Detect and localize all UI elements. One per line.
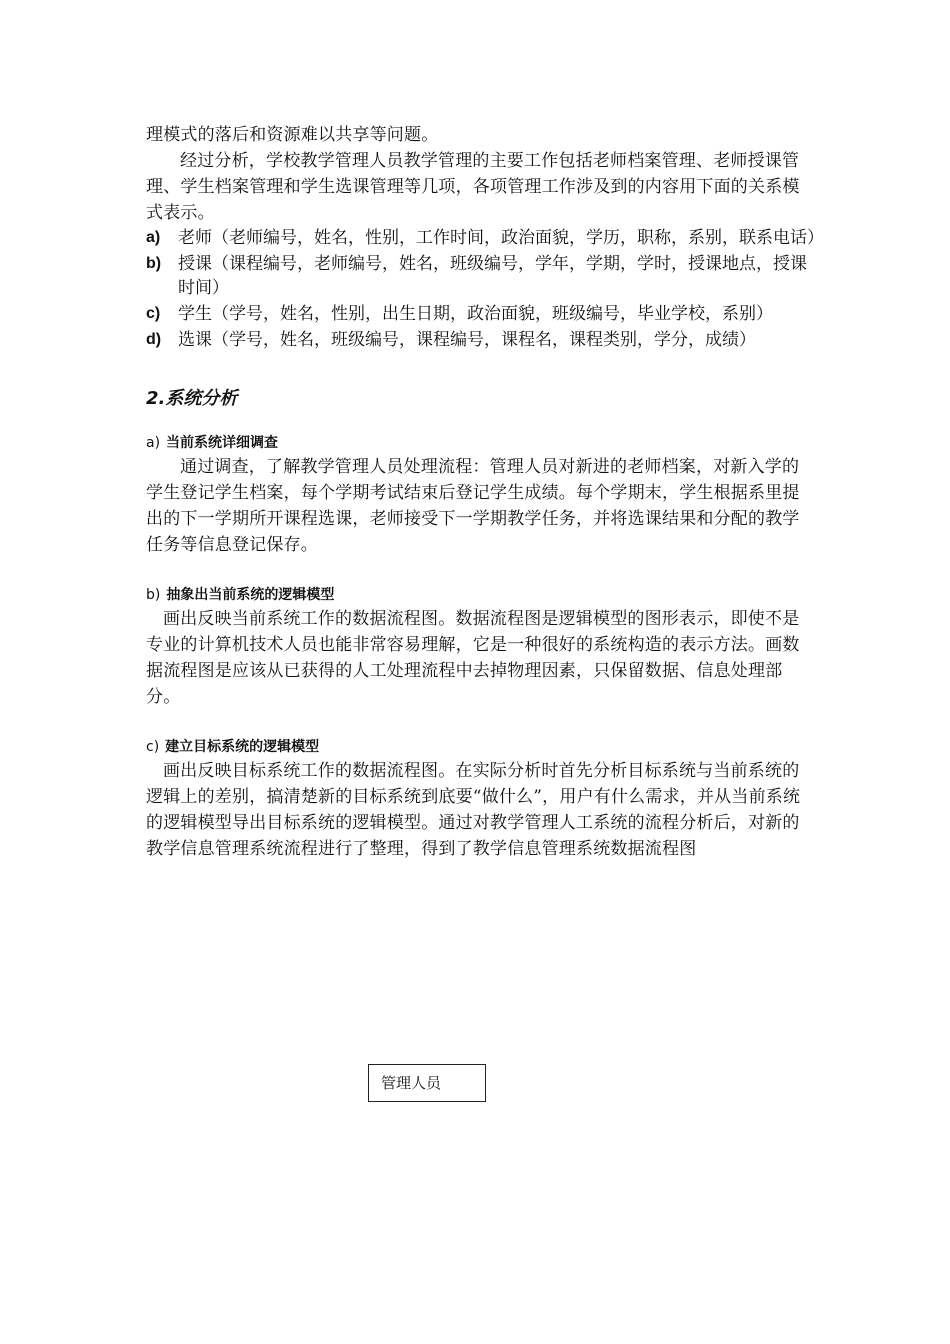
subsection-marker: c) — [146, 739, 160, 755]
relation-list — [146, 226, 826, 352]
list-marker: a) — [146, 229, 161, 246]
relation-text: 选课（学号，姓名，班级编号，课程编号，课程名，课程类别，学分，成绩） — [178, 330, 756, 350]
subsection-heading-b — [146, 584, 826, 606]
list-marker: d) — [146, 331, 162, 348]
section-title: 2.系统分析 — [146, 388, 238, 409]
subsection-body-b: 画出反映当前系统工作的数据流程图。数据流程图是逻辑模型的图形表示，即使不是专业的计算机技术人员也能非常容易理解，它是一种很好的系统构造的表示方法。画数据流程图是应该从已获得的人工处理流程中去掉物理因素，只保留数据、信息处理部分。 — [146, 609, 800, 707]
subsection-marker: b) — [146, 587, 161, 603]
dfd-entity-manager: 管理人员 — [368, 1064, 486, 1102]
relation-item-teacher — [146, 226, 826, 250]
subsection-heading-a — [146, 432, 826, 454]
intro-line: 理模式的落后和资源难以共享等问题。 — [146, 125, 439, 145]
subsection-heading-c — [146, 736, 826, 758]
relation-item-student — [146, 302, 826, 326]
subsection-body-a: 通过调查，了解教学管理人员处理流程：管理人员对新进的老师档案，对新入学的学生登记学生档案，每个学期考试结束后登记学生成绩。每个学期末，学生根据系里提出的下一学期所开课程选课，老师接受下一学期教学任务，并将选课结果和分配的教学任务等信息登记保存。 — [146, 457, 800, 555]
subsection-marker: a) — [146, 435, 161, 451]
relation-text: 老师（老师编号，姓名，性别，工作时间，政治面貌，学历，职称，系别，联系电话） — [178, 228, 824, 248]
subsection-title: 当前系统详细调查 — [166, 435, 279, 451]
relation-text: 授课（课程编号，老师编号，姓名，班级编号，学年，学期，学时，授课地点，授课时间） — [178, 254, 807, 298]
subsection-title: 抽象出当前系统的逻辑模型 — [166, 587, 335, 603]
subsection-body-c: 画出反映目标系统工作的数据流程图。在实际分析时首先分析目标系统与当前系统的逻辑上的差别，搞清楚新的目标系统到底要“做什么”，用户有什么需求，并从当前系统的逻辑模型导出目标系统的逻辑模型。通过对教学管理人工系统的流程分析后，对新的教学信息管理系统流程进行了整理，得到了教学信息管理系统数据流程图 — [146, 761, 801, 859]
subsection-title: 建立目标系统的逻辑模型 — [165, 739, 320, 755]
list-marker: b) — [146, 255, 162, 272]
document-page — [146, 122, 826, 862]
relation-item-course-selection — [146, 328, 826, 352]
intro-paragraph: 经过分析，学校教学管理人员教学管理的主要工作包括老师档案管理、老师授课管理、学生档案管理和学生选课管理等几项，各项管理工作涉及到的内容用下面的关系模式表示。 — [146, 151, 800, 223]
list-marker: c) — [146, 305, 161, 322]
relation-item-teaching — [146, 252, 826, 300]
relation-text: 学生（学号，姓名，性别，出生日期，政治面貌，班级编号，毕业学校，系别） — [178, 304, 773, 324]
